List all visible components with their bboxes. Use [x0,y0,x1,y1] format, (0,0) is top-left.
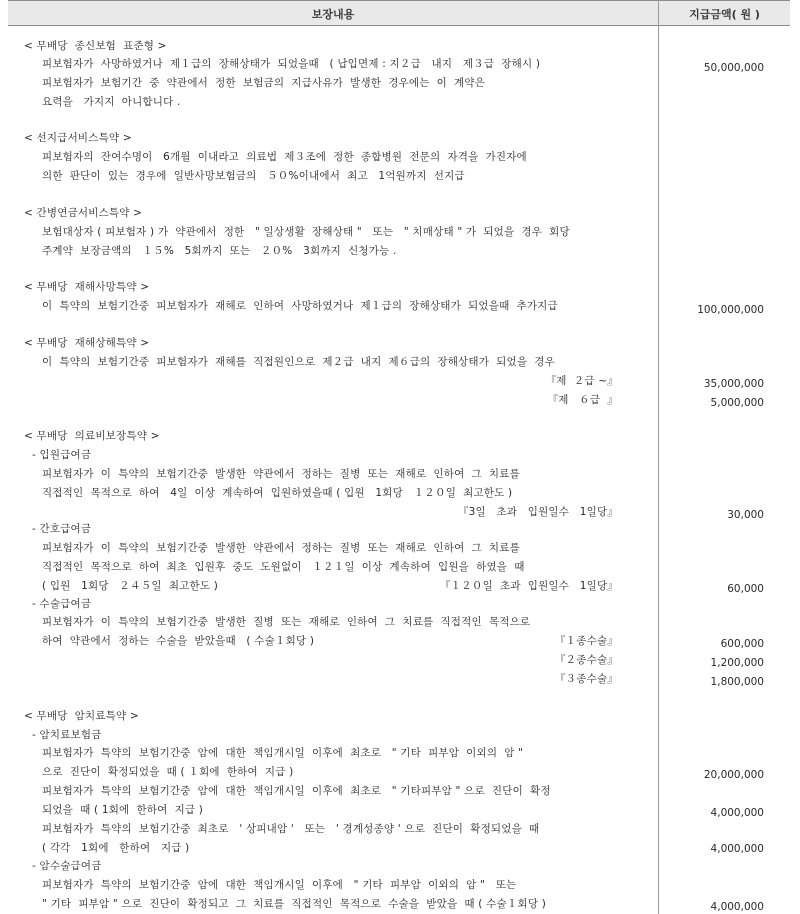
coverage-text: 피보험자가 특약의 보험기간중 암에 대한 책임개시일 이후에 " 기타 피부암 이외의 암 " 또는 [42,879,517,891]
amount-value: 50,000,000 [703,62,764,74]
condition-label: 『제 ２급 ~』 [545,375,618,387]
amount-value: 4,000,000 [710,901,764,913]
coverage-text: 이 특약의 보험기간중 피보험자가 재해를 직접원인으로 제２급 내지 제６급의 장해상태가 되었을 경우 [42,356,555,368]
amount-value: 4,000,000 [710,843,764,855]
coverage-text: 피보험자가 특약의 보험기간중 암에 대한 책임개시일 이후에 최초로 " 기타피부암 " 으로 진단이 확정 [42,785,551,797]
section-title: < 간병연금서비스특약 > [24,207,143,219]
amount-value: 20,000,000 [703,769,764,781]
coverage-text: 피보험자가 이 특약의 보험기간중 발생한 약관에서 정하는 질병 또는 재해로 인하여 그 치료를 [42,542,520,554]
amount-value: 5,000,000 [710,397,764,409]
coverage-text: 되었을 때 ( 1회에 한하여 지급 ) [42,804,204,816]
coverage-text: 이 특약의 보험기간중 피보험자가 재해로 인하여 사망하였거나 제１급의 장해상태가 되었을때 추가지급 [42,300,558,312]
table-header [8,0,790,26]
coverage-text: 의한 판단이 있는 경우에 일반사망보험금의 ５０%이내에서 최고 1억원까지 선지급 [42,170,465,182]
coverage-text: 피보험자가 사망하였거나 제１급의 장해상태가 되었을때 ( 납입면제 : 지２급 내지 제３급 장해시 ) [42,58,541,70]
amount-value: 100,000,000 [697,304,764,316]
amount-column-header: 지급금액( 원 ) [689,8,760,21]
coverage-text: 피보험자가 이 특약의 보험기간중 발생한 질병 또는 재해로 인하여 그 치료를 직접적인 목적으로 [42,616,531,628]
amount-value: 30,000 [727,509,764,521]
section-title: < 무배당 의료비보장특약 > [24,430,160,442]
coverage-text: 으로 진단이 확정되었을 때 ( １회에 한하여 지급 ) [42,766,294,778]
coverage-table [8,0,790,914]
condition-label: 『１２０일 초과 입원일수 1일당』 [439,580,618,592]
amount-value: 1,800,000 [710,676,764,688]
condition-label: 『제 ６급 』 [547,394,618,406]
condition-label: 『１종수술』 [554,635,618,647]
condition-label: 『3일 초과 입원일수 1일당』 [457,506,618,518]
amount-value: 1,200,000 [710,657,764,669]
coverage-text: " 기타 피부암 " 으로 진단이 확정되고 그 치료를 직접적인 목적으로 수술을 받았을 때 ( 수술１회당 ) [42,898,547,910]
amount-value: 4,000,000 [710,807,764,819]
coverage-text: 피보험자가 특약의 보험기간중 암에 대한 책임개시일 이후에 최초로 " 기타 피부암 이외의 암 " [42,747,524,759]
coverage-text: 피보험자가 보험기간 중 약관에서 정한 보험금의 지급사유가 발생한 경우에는 이 계약은 [42,77,486,89]
subsection-title: - 간호급여금 [32,523,92,535]
subsection-title: - 입원급여금 [32,449,92,461]
coverage-text: 보험대상자 ( 피보험자 ) 가 약관에서 정한 " 일상생활 장해상태 " 또는 " 치매상태 " 가 되었을 경우 회당 [42,226,570,238]
section-title: < 무배당 재해사망특약 > [24,281,150,293]
coverage-text: 직접적인 목적으로 하여 4일 이상 계속하여 입원하였을때 ( 입원 1회당 １２０일 최고한도 ) [42,487,513,499]
coverage-text: 직접적인 목적으로 하여 최초 입원후 중도 도원없이 １２１일 이상 계속하여 입원을 하였을 때 [42,561,525,573]
amount-value: 60,000 [727,583,764,595]
section-title: < 무배당 종신보험 표준형 > [24,40,167,52]
subsection-title: - 암치료보험금 [32,729,102,741]
subsection-title: - 암수술급여금 [32,860,102,872]
condition-label: 『２종수술』 [554,654,618,666]
coverage-text: ( 입원 1회당 ２４５일 최고한도 ) [42,580,219,592]
subsection-title: - 수술급여금 [32,598,92,610]
amount-value: 35,000,000 [703,378,764,390]
coverage-text: 하여 약관에서 정하는 수술을 받았을때 ( 수술１회당 ) [42,635,315,647]
coverage-text: 주계약 보장금액의 １５% 5회까지 또는 ２０% 3회까지 신청가능 . [42,245,397,257]
section-title: < 선지급서비스특약 > [24,132,132,144]
coverage-text: 피보험자가 이 특약의 보험기간중 발생한 약관에서 정하는 질병 또는 재해로 인하여 그 치료를 [42,468,520,480]
coverage-text: ( 각각 1회에 한하여 지급 ) [42,842,190,854]
coverage-text: 피보험자의 잔여수명이 6개월 이내라고 의료법 제３조에 정한 종합병원 전문의 자격을 가진자에 [42,151,527,163]
coverage-text: 피보험자가 특약의 보험기간중 최초로 ' 상피내암 ' 또는 ' 경계성종양 ' 으로 진단이 확정되었을 때 [42,823,540,835]
column-divider [658,0,659,914]
amount-value: 600,000 [720,638,764,650]
coverage-column-header: 보장내용 [311,8,355,21]
section-title: < 무배당 재해상해특약 > [24,337,150,349]
coverage-text: 요력을 가지지 아니합니다 . [42,96,181,108]
condition-label: 『３종수술』 [554,673,618,685]
section-title: < 무배당 암치료특약 > [24,710,139,722]
